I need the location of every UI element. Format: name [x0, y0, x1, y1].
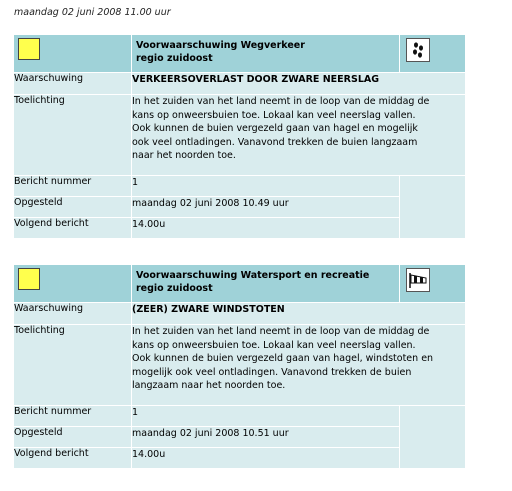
label-waarschuwing: Waarschuwing: [14, 303, 132, 325]
label-bericht-nummer: Bericht nummer: [14, 406, 132, 427]
waarschuwing-value: VERKEERSOVERLAST DOOR ZWARE NEERSLAG: [132, 73, 466, 95]
rain-drops-icon: [406, 38, 430, 62]
warning-level-square: [18, 38, 40, 60]
opgesteld-value: maandag 02 juni 2008 10.51 uur: [132, 427, 400, 448]
page-timestamp: maandag 02 juni 2008 11.00 uur: [14, 7, 171, 18]
label-bericht-nummer: Bericht nummer: [14, 176, 132, 197]
label-volgend-bericht: Volgend bericht: [14, 448, 132, 469]
opgesteld-value: maandag 02 juni 2008 10.49 uur: [132, 197, 400, 218]
windsock-icon: [406, 268, 430, 292]
label-toelichting: Toelichting: [14, 95, 132, 176]
warning-header: [14, 35, 466, 73]
warning-level-cell: [14, 265, 132, 303]
label-opgesteld: Opgesteld: [14, 197, 132, 218]
label-volgend-bericht: Volgend bericht: [14, 218, 132, 239]
waarschuwing-value: (ZEER) ZWARE WINDSTOTEN: [132, 303, 466, 325]
volgend-bericht-value: 14.00u: [132, 218, 400, 239]
volgend-bericht-value: 14.00u: [132, 448, 400, 469]
warning-table-watersport: [13, 264, 466, 469]
bericht-nummer-value: 1: [132, 176, 400, 197]
warning-level-square: [18, 268, 40, 290]
warning-table-wegverkeer: [13, 34, 466, 239]
toelichting-value: In het zuiden van het land neemt in de loop van de middag de kans op onweersbuien toe. Lokaal kan veel neerslag vallen. Ook kunnen de buien vergezeld gaan van hagel, windstoten en mogelijk ook veel ontladingen. Vanavond trekken de buien langzaam naar het noorden toe.: [132, 325, 466, 406]
warning-level-cell: [14, 35, 132, 73]
bericht-nummer-value: 1: [132, 406, 400, 427]
warning-header: [14, 265, 466, 303]
label-waarschuwing: Waarschuwing: [14, 73, 132, 95]
label-toelichting: Toelichting: [14, 325, 132, 406]
label-opgesteld: Opgesteld: [14, 427, 132, 448]
warning-title: Voorwaarschuwing Watersport en recreatie regio zuidoost: [132, 265, 400, 303]
toelichting-value: In het zuiden van het land neemt in de loop van de middag de kans op onweersbuien toe. Lokaal kan veel neerslag vallen. Ook kunnen de buien vergezeld gaan van hagel en mogelijk ook veel ontladingen. Vanavond trekken de buien langzaam naar het noorden toe.: [132, 95, 466, 176]
warning-title: Voorwaarschuwing Wegverkeer regio zuidoost: [132, 35, 400, 73]
